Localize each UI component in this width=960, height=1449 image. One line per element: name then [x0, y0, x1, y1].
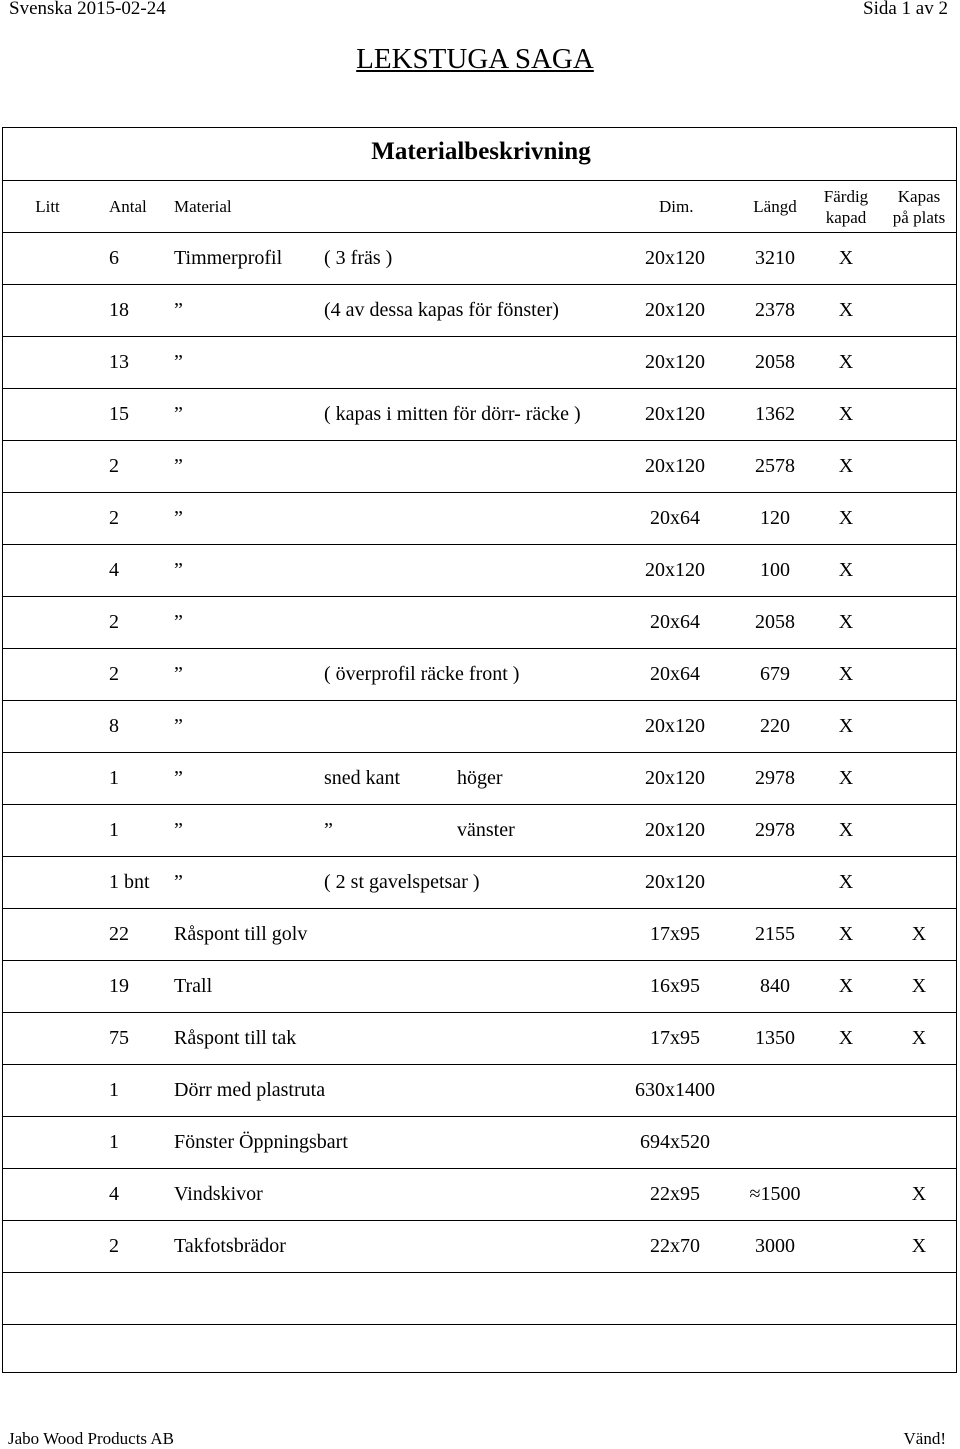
- table-row: [3, 1065, 956, 1117]
- cell-dim: 22x95: [650, 1183, 700, 1205]
- cell-langd: [725, 1065, 825, 1116]
- cell-material: Trall: [174, 975, 213, 997]
- cell-antal: 6: [109, 247, 119, 269]
- cell-dim: 17x95: [650, 1027, 700, 1049]
- cell-kapas-pa-plats: [881, 493, 957, 544]
- cell-langd: 2058: [755, 611, 795, 633]
- footer-turn-over: Vänd!: [903, 1429, 946, 1448]
- cell-fardig-kapad: [811, 1169, 881, 1220]
- cell-kapas-pa-plats: X: [911, 1235, 927, 1257]
- cell-langd: [725, 1325, 825, 1377]
- cell-material: ”: [174, 351, 183, 373]
- cell-antal: 2: [109, 455, 119, 477]
- table-row: [3, 857, 956, 909]
- cell-material: Vindskivor: [174, 1183, 263, 1205]
- table-row: [3, 1325, 956, 1377]
- cell-fardig-kapad: X: [838, 455, 854, 477]
- cell-langd: 2578: [755, 455, 795, 477]
- cell-material: ”: [174, 871, 183, 893]
- cell-kapas-pa-plats: X: [911, 923, 927, 945]
- col-header-fardig-line1: Färdig: [823, 186, 869, 206]
- cell-fardig-kapad: X: [838, 403, 854, 425]
- cell-dim: 20x120: [645, 351, 705, 373]
- cell-langd: 1350: [755, 1027, 795, 1049]
- cell-fardig-kapad: X: [838, 715, 854, 737]
- cell-kapas-pa-plats: [881, 597, 957, 648]
- table-row: [3, 1117, 956, 1169]
- cell-antal: 1: [109, 767, 119, 789]
- col-header-antal: Antal: [109, 196, 147, 216]
- cell-antal: 1: [109, 1131, 119, 1153]
- cell-kapas-pa-plats: X: [911, 1027, 927, 1049]
- cell-antal: 22: [109, 923, 129, 945]
- cell-langd: 1362: [755, 403, 795, 425]
- cell-kapas-pa-plats: [881, 337, 957, 388]
- cell-antal: 15: [109, 403, 129, 425]
- table-header-row: [3, 181, 956, 233]
- cell-antal: 19: [109, 975, 129, 997]
- cell-fardig-kapad: X: [838, 247, 854, 269]
- table-row: [3, 753, 956, 805]
- col-header-dim: Dim.: [659, 196, 694, 216]
- cell-dim: 20x64: [650, 611, 700, 633]
- cell-dim: 20x120: [645, 871, 705, 893]
- cell-fardig-kapad: [811, 1325, 881, 1377]
- table-row: [3, 233, 956, 285]
- cell-material: Råspont till tak: [174, 1027, 297, 1049]
- cell-fardig-kapad: X: [838, 559, 854, 581]
- table-row: [3, 1169, 956, 1221]
- cell-fardig-kapad: X: [838, 819, 854, 841]
- cell-langd: 679: [760, 663, 790, 685]
- cell-material: Råspont till golv: [174, 923, 308, 945]
- cell-antal: 2: [109, 507, 119, 529]
- document-title: LEKSTUGA SAGA: [356, 43, 594, 75]
- cell-material: ”: [174, 455, 183, 477]
- cell-material: ”: [174, 299, 183, 321]
- col-header-litt: Litt: [35, 196, 60, 216]
- cell-antal: 18: [109, 299, 129, 321]
- cell-langd: 2978: [755, 819, 795, 841]
- cell-antal: 75: [109, 1027, 129, 1049]
- cell-langd: 3210: [755, 247, 795, 269]
- cell-kapas-pa-plats: [881, 545, 957, 596]
- cell-dim: 16x95: [650, 975, 700, 997]
- cell-material: Dörr med plastruta: [174, 1079, 326, 1101]
- cell-kapas-pa-plats: [881, 1273, 957, 1324]
- cell-antal: 2: [109, 663, 119, 685]
- cell-kapas-pa-plats: [881, 857, 957, 908]
- cell-antal: 4: [109, 1183, 119, 1205]
- cell-fardig-kapad: X: [838, 299, 854, 321]
- table-row: [3, 961, 956, 1013]
- table-row: [3, 1221, 956, 1273]
- cell-dim: 20x120: [645, 299, 705, 321]
- cell-antal: 8: [109, 715, 119, 737]
- cell-kapas-pa-plats: [881, 233, 957, 284]
- cell-note: ( överprofil räcke front ): [324, 663, 520, 685]
- cell-antal: 4: [109, 559, 119, 581]
- table-row: [3, 285, 956, 337]
- cell-kapas-pa-plats: [881, 441, 957, 492]
- cell-dim: [610, 1273, 740, 1324]
- cell-kapas-pa-plats: [881, 1117, 957, 1168]
- cell-material: Takfotsbrädor: [174, 1235, 286, 1257]
- table-row: [3, 545, 956, 597]
- cell-fardig-kapad: [811, 1221, 881, 1272]
- cell-note: ( 3 fräs ): [324, 247, 393, 269]
- cell-material: ”: [174, 767, 183, 789]
- cell-material: ”: [174, 611, 183, 633]
- cell-fardig-kapad: X: [838, 923, 854, 945]
- table-row: [3, 597, 956, 649]
- cell-kapas-pa-plats: [881, 1325, 957, 1377]
- cell-fardig-kapad: [811, 1065, 881, 1116]
- cell-dim: 20x120: [645, 767, 705, 789]
- cell-kapas-pa-plats: X: [911, 975, 927, 997]
- cell-kapas-pa-plats: [881, 285, 957, 336]
- cell-dim: 630x1400: [635, 1079, 715, 1101]
- header-left: Svenska 2015-02-24: [9, 0, 166, 19]
- cell-note: ”: [324, 819, 333, 841]
- material-table: [2, 127, 957, 1373]
- cell-material: ”: [174, 403, 183, 425]
- cell-langd: 2978: [755, 767, 795, 789]
- cell-fardig-kapad: X: [838, 767, 854, 789]
- cell-dim: 20x120: [645, 247, 705, 269]
- cell-dim: 20x120: [645, 455, 705, 477]
- cell-material: ”: [174, 559, 183, 581]
- cell-dim: 20x120: [645, 819, 705, 841]
- cell-antal: 13: [109, 351, 129, 373]
- footer-company: Jabo Wood Products AB: [8, 1429, 174, 1448]
- cell-langd: 3000: [755, 1235, 795, 1257]
- cell-kapas-pa-plats: [881, 389, 957, 440]
- col-header-material: Material: [174, 196, 232, 216]
- cell-fardig-kapad: X: [838, 871, 854, 893]
- cell-dim: 694x520: [640, 1131, 710, 1153]
- cell-langd: 840: [760, 975, 790, 997]
- cell-kapas-pa-plats: [881, 701, 957, 752]
- cell-antal: [109, 1273, 154, 1324]
- cell-note: ( 2 st gavelspetsar ): [324, 871, 480, 893]
- table-row: [3, 493, 956, 545]
- table-row: [3, 701, 956, 753]
- table-title-row: [3, 128, 956, 181]
- cell-material: Timmerprofil: [174, 247, 283, 269]
- cell-dim: 20x64: [650, 663, 700, 685]
- table-row: [3, 805, 956, 857]
- cell-dim: 20x120: [645, 403, 705, 425]
- header-page-number: Sida 1 av 2: [863, 0, 948, 19]
- cell-kapas-pa-plats: [881, 805, 957, 856]
- cell-dim: 20x64: [650, 507, 700, 529]
- cell-langd: 220: [760, 715, 790, 737]
- cell-material: ”: [174, 663, 183, 685]
- cell-langd: 2378: [755, 299, 795, 321]
- cell-dim: [610, 1325, 740, 1377]
- cell-dim: 17x95: [650, 923, 700, 945]
- cell-langd: ≈1500: [749, 1183, 801, 1205]
- table-row: [3, 1273, 956, 1325]
- table-heading: Materialbeskrivning: [371, 138, 591, 165]
- cell-langd: 120: [760, 507, 790, 529]
- cell-antal: 2: [109, 1235, 119, 1257]
- col-header-kapas-line1: Kapas: [897, 186, 941, 206]
- cell-antal: [109, 1325, 154, 1377]
- table-row: [3, 1013, 956, 1065]
- cell-antal: 2: [109, 611, 119, 633]
- table-row: [3, 909, 956, 961]
- cell-material: ”: [174, 715, 183, 737]
- cell-dim: 22x70: [650, 1235, 700, 1257]
- cell-fardig-kapad: X: [838, 507, 854, 529]
- cell-fardig-kapad: X: [838, 663, 854, 685]
- col-header-fardig-line2: kapad: [825, 207, 867, 227]
- cell-antal: 1: [109, 1079, 119, 1101]
- table-row: [3, 337, 956, 389]
- cell-fardig-kapad: [811, 1117, 881, 1168]
- table-row: [3, 389, 956, 441]
- table-row: [3, 441, 956, 493]
- col-header-kapas-line2: på plats: [892, 207, 946, 227]
- cell-langd: [725, 1117, 825, 1168]
- cell-note: (4 av dessa kapas för fönster): [324, 299, 559, 321]
- col-header-langd: Längd: [753, 196, 797, 216]
- cell-material: ”: [174, 507, 183, 529]
- cell-fardig-kapad: X: [838, 1027, 854, 1049]
- cell-fardig-kapad: X: [838, 351, 854, 373]
- cell-antal: 1: [109, 819, 119, 841]
- cell-side: höger: [457, 767, 503, 789]
- cell-langd: 2058: [755, 351, 795, 373]
- col-header-fardig-kapad: [811, 181, 881, 232]
- cell-fardig-kapad: X: [838, 611, 854, 633]
- cell-note: ( kapas i mitten för dörr- räcke ): [324, 403, 581, 425]
- cell-antal: 1 bnt: [109, 871, 150, 893]
- cell-kapas-pa-plats: X: [911, 1183, 927, 1205]
- cell-langd: 2155: [755, 923, 795, 945]
- cell-langd: 100: [760, 559, 790, 581]
- table-row: [3, 649, 956, 701]
- cell-dim: 20x120: [645, 559, 705, 581]
- cell-kapas-pa-plats: [881, 649, 957, 700]
- cell-kapas-pa-plats: [881, 753, 957, 804]
- cell-fardig-kapad: [811, 1273, 881, 1324]
- cell-material: ”: [174, 819, 183, 841]
- col-header-kapas-pa-plats: [881, 181, 957, 232]
- cell-dim: 20x120: [645, 715, 705, 737]
- cell-langd: [725, 1273, 825, 1324]
- cell-side: vänster: [457, 819, 515, 841]
- cell-fardig-kapad: X: [838, 975, 854, 997]
- cell-langd: [725, 857, 825, 908]
- cell-note: sned kant: [324, 767, 401, 789]
- cell-material: Fönster Öppningsbart: [174, 1131, 348, 1153]
- cell-kapas-pa-plats: [881, 1065, 957, 1116]
